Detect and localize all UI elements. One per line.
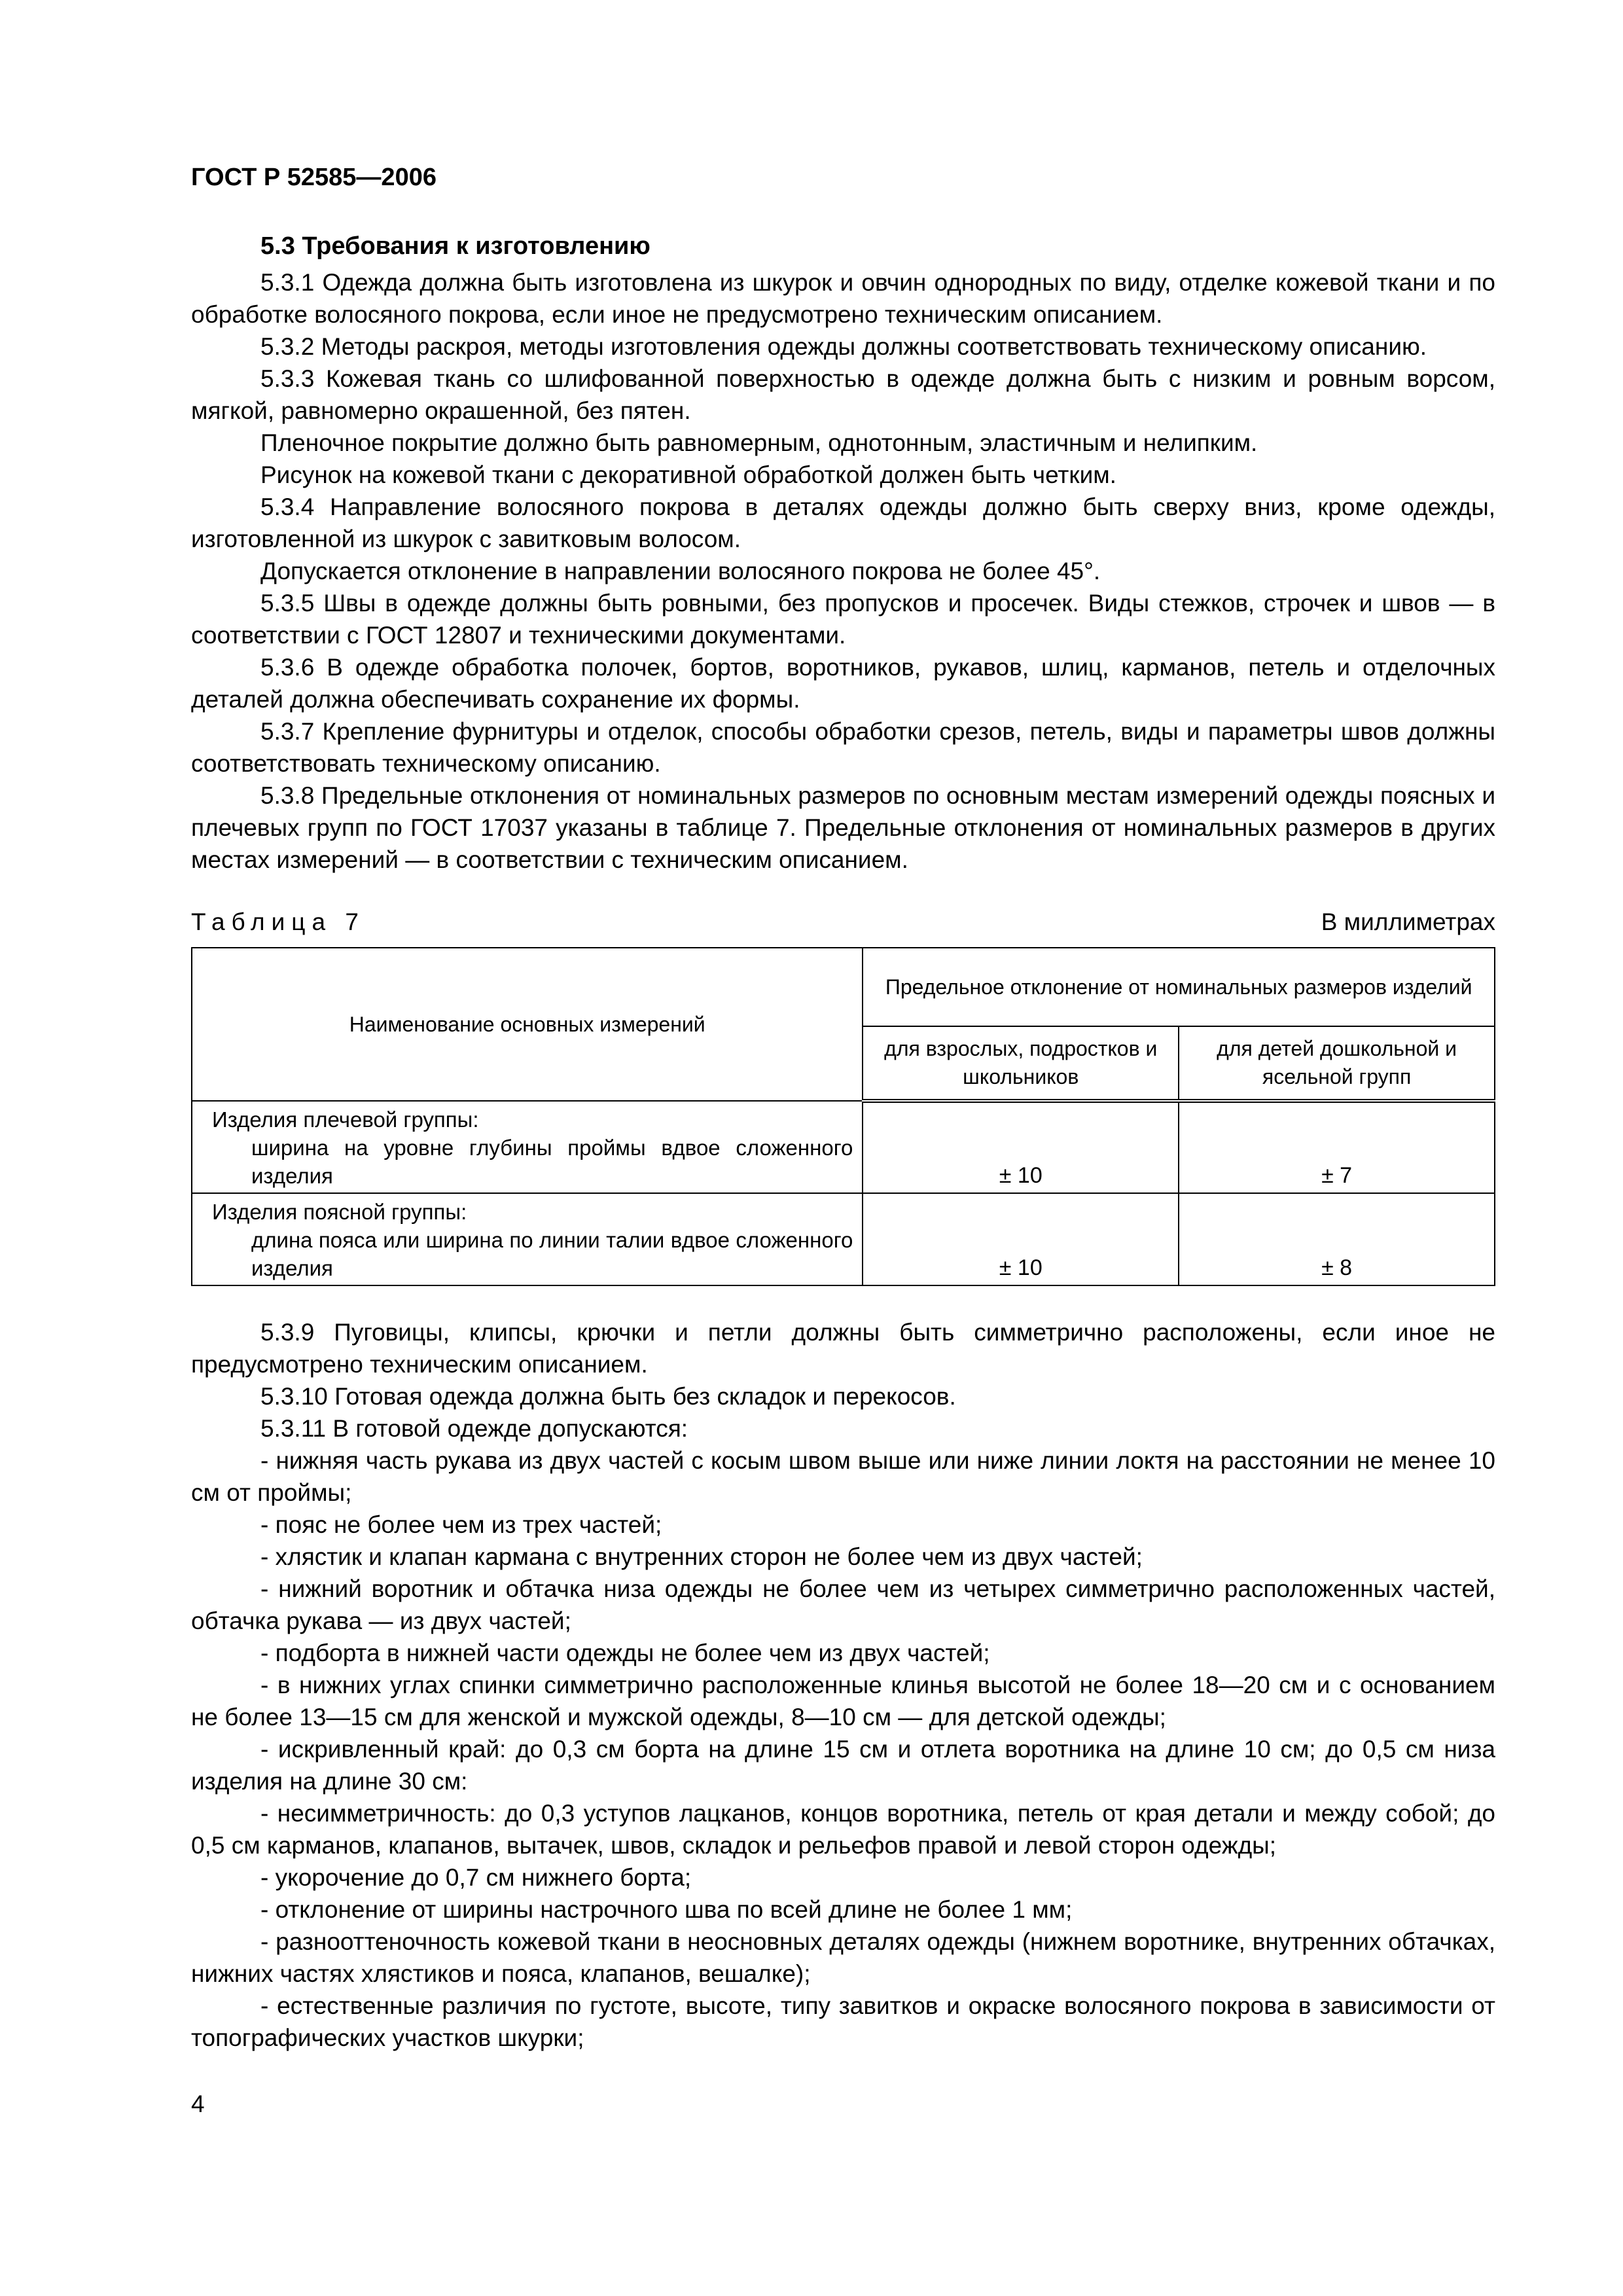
list-item: - искривленный край: до 0,3 см борта на длине 15 см и отлета воротника на длине 10 см; до 0,5 см низа изделия на длине 30 см: — [191, 1736, 1495, 1795]
list-item: - нижний воротник и обтачка низа одежды не более чем из четырех симметрично расположенных частей, обтачка рукава — из двух частей; — [191, 1575, 1495, 1634]
table-row — [192, 1193, 1495, 1285]
list-item: - отклонение от ширины настрочного шва по всей длине не более 1 мм; — [260, 1896, 1073, 1923]
table-row — [192, 1101, 1495, 1193]
list-item: - разнооттеночность кожевой ткани в неосновных деталях одежды (нижнем воротнике, внутренних обтачках, нижних частях хлястиков и пояса, клапанов, вешалке); — [191, 1928, 1495, 1987]
list-item: - подборта в нижней части одежды не более чем из двух частей; — [260, 1640, 990, 1666]
paragraph: 5.3.6 В одежде обработка полочек, бортов, воротников, рукавов, шлиц, карманов, петель и отделочных деталей должна обеспечивать сохранение их формы. — [191, 654, 1495, 713]
row-measure-label: длина пояса или ширина по линии талии вдвое сложенного изделия — [251, 1228, 853, 1280]
paragraph: 5.3.5 Швы в одежде должны быть ровными, без пропусков и просечек. Виды стежков, строчек и швов — в соответствии с ГОСТ 12807 и техническими документами. — [191, 590, 1495, 649]
row-group-label: Изделия поясной группы: — [212, 1200, 467, 1224]
column-header-name: Наименование основных измерений — [192, 948, 863, 1101]
table-units: В миллиметрах — [1321, 908, 1495, 935]
column-header-adults: для взрослых, подростков и школьников — [863, 1026, 1179, 1101]
section-title: 5.3 Требования к изготовлению — [260, 232, 651, 260]
paragraph: 5.3.9 Пуговицы, клипсы, крючки и петли должны быть симметрично расположены, если иное не предусмотрено техническим описанием. — [191, 1319, 1495, 1378]
row-children-value: ± 8 — [1179, 1193, 1495, 1285]
column-header-group: Предельное отклонение от номинальных размеров изделий — [863, 948, 1495, 1026]
paragraph: 5.3.11 В готовой одежде допускаются: — [260, 1415, 688, 1442]
paragraph: 5.3.3 Кожевая ткань со шлифованной поверхностью в одежде должна быть с низким и ровным ворсом, мягкой, равномерно окрашенной, без пятен. — [191, 365, 1495, 424]
paragraph: 5.3.7 Крепление фурнитуры и отделок, способы обработки срезов, петель, виды и параметры швов должны соответствовать техническому описанию. — [191, 718, 1495, 777]
paragraph: Рисунок на кожевой ткани с декоративной обработкой должен быть четким. — [260, 461, 1116, 488]
paragraph: 5.3.10 Готовая одежда должна быть без складок и перекосов. — [260, 1383, 956, 1410]
row-name-cell — [192, 1193, 863, 1285]
list-item: - пояс не более чем из трех частей; — [260, 1511, 662, 1538]
document-header: ГОСТ Р 52585—2006 — [191, 164, 437, 191]
row-measure-label: ширина на уровне глубины проймы вдвое сложенного изделия — [251, 1136, 853, 1188]
list-item: - естественные различия по густоте, высоте, типу завитков и окраске волосяного покрова в зависимости от топографических участков шкурки; — [191, 1992, 1495, 2051]
page-number: 4 — [191, 2090, 205, 2117]
row-group-label: Изделия плечевой группы: — [212, 1107, 479, 1132]
row-children-value: ± 7 — [1179, 1101, 1495, 1193]
row-name-cell — [192, 1101, 863, 1193]
list-item: - несимметричность: до 0,3 уступов лацканов, концов воротника, петель от края детали и между собой; до 0,5 см карманов, клапанов, вытачек, швов, складок и рельефов правой и левой сторон одежды; — [191, 1800, 1495, 1859]
list-item: - укорочение до 0,7 см нижнего борта; — [260, 1864, 692, 1891]
list-item: - хлястик и клапан кармана с внутренних сторон не более чем из двух частей; — [260, 1543, 1143, 1570]
paragraph: 5.3.4 Направление волосяного покрова в деталях одежды должно быть сверху вниз, кроме одежды, изготовленной из шкурок с завитковым волосом. — [191, 493, 1495, 552]
page-content — [191, 230, 1495, 2054]
paragraph: 5.3.8 Предельные отклонения от номинальных размеров по основным местам измерений одежды поясных и плечевых групп по ГОСТ 17037 указаны в таблице 7. Предельные отклонения от номинальных размеров в других местах измерений — в соответствии с техническим описанием. — [191, 782, 1495, 873]
table-caption-row — [191, 906, 1495, 938]
row-adults-value: ± 10 — [863, 1101, 1179, 1193]
paragraph: Пленочное покрытие должно быть равномерным, однотонным, эластичным и нелипким. — [260, 429, 1258, 456]
table-caption: Таблица 7 — [191, 908, 365, 935]
row-adults-value: ± 10 — [863, 1193, 1179, 1285]
list-item: - в нижних углах спинки симметрично расположенные клинья высотой не более 18—20 см и с основанием не более 13—15 см для женской и мужской одежды, 8—10 см — для детской одежды; — [191, 1672, 1495, 1731]
paragraph: 5.3.2 Методы раскроя, методы изготовления одежды должны соответствовать техническому описанию. — [260, 333, 1427, 360]
paragraph: 5.3.1 Одежда должна быть изготовлена из шкурок и овчин однородных по виду, отделке кожевой ткани и по обработке волосяного покрова, если иное не предусмотрено техническим описанием. — [191, 269, 1495, 328]
list-item: - нижняя часть рукава из двух частей с косым швом выше или ниже линии локтя на расстоянии не менее 10 см от проймы; — [191, 1447, 1495, 1506]
deviation-table — [191, 947, 1495, 1286]
paragraphs-after-table — [191, 1316, 1495, 2054]
paragraph: Допускается отклонение в направлении волосяного покрова не более 45°. — [260, 558, 1101, 584]
column-header-children: для детей дошкольной и ясельной групп — [1179, 1026, 1495, 1101]
